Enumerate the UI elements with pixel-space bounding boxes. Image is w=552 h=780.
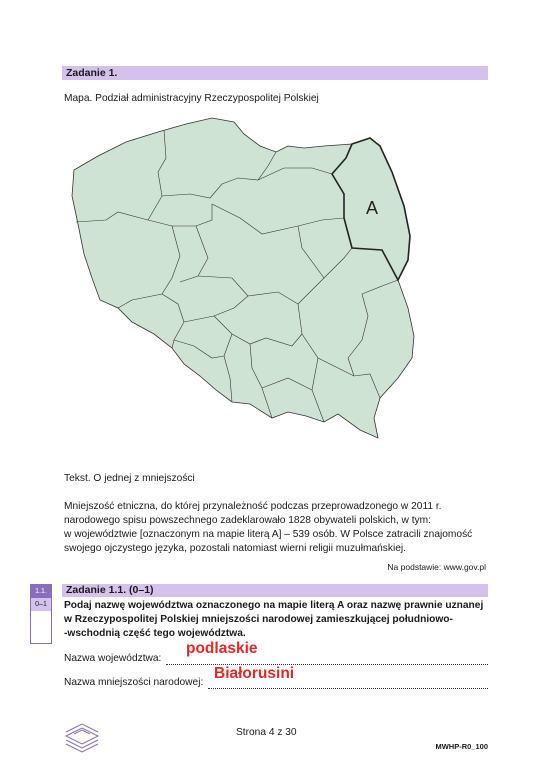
poland-map: [62, 108, 432, 453]
map-caption: Mapa. Podział administracyjny Rzeczypospolitej Polskiej: [64, 93, 319, 104]
field-minority-answer[interactable]: Białorusini: [214, 665, 295, 682]
poland-outline: [72, 118, 414, 438]
field-voivodeship-answer[interactable]: podlaskie: [186, 640, 258, 657]
score-task-number: 1.1.: [31, 585, 51, 598]
task-header-bar: [62, 66, 488, 80]
source-text-line: w województwie [oznaczonym na mapie literą A] – 539 osób. W Polsce zatracili znajomość: [64, 529, 473, 540]
source-text-line: swojego ojczystego języka, pozostali natomiast wierni religii muzułmańskiej.: [64, 543, 406, 554]
source-attribution: Na podstawie: www.gov.pl: [387, 562, 486, 572]
text-caption: Tekst. O jednej z mniejszości: [64, 473, 195, 484]
score-box: [30, 584, 52, 644]
instruction-line: w Rzeczypospolitej Polskiej mniejszości narodowej zamieszkującej południowo-: [64, 614, 453, 625]
subtask-header-bar: [62, 584, 488, 597]
field-voivodeship-label: Nazwa województwa:: [64, 653, 162, 664]
task-heading: Zadanie 1.: [66, 67, 118, 79]
field-minority-label: Nazwa mniejszości narodowej:: [64, 677, 204, 688]
instruction-line: Podaj nazwę województwa oznaczonego na mapie literą A oraz nazwę prawnie uznanej: [64, 600, 484, 611]
source-text-line: narodowego spisu powszechnego zadeklarowało 1828 obywateli polskich, w tym:: [64, 515, 431, 526]
page-number: Strona 4 z 30: [236, 727, 297, 738]
document-code: MWHP-R0_100: [435, 742, 488, 751]
instruction-line: -wschodnią część tego województwa.: [64, 628, 246, 639]
source-text-line: Mniejszość etniczna, do której przynależność podczas przeprowadzonego w 2011 r.: [64, 501, 442, 512]
stacked-layers-logo-icon: [62, 718, 102, 754]
subtask-heading: Zadanie 1.1. (0–1): [66, 584, 154, 596]
map-letter-a: A: [365, 198, 379, 218]
score-points: 0–1: [31, 598, 51, 611]
field-minority-line[interactable]: [208, 688, 488, 689]
